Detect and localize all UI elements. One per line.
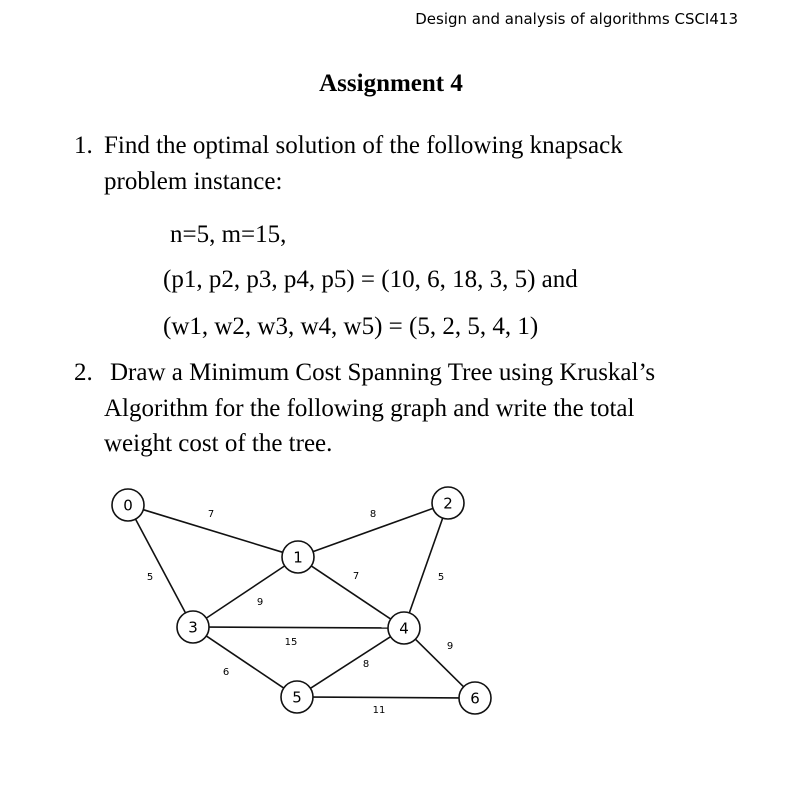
node-label-3: 3 [188,618,198,637]
node-label-1: 1 [293,548,303,567]
assignment-title: Assignment 4 [319,70,463,97]
node-label-0: 0 [123,496,133,515]
edge-weight-1-4: 7 [352,571,360,582]
edge-weight-1-3: 9 [256,597,264,608]
question-2-line-2: Algorithm for the following graph and write the total [104,395,635,422]
edge-weight-0-3: 5 [146,572,154,583]
question-2-line-3: weight cost of the tree. [104,430,333,457]
edge-weight-3-4: 15 [284,637,298,648]
edge-4-6 [415,639,463,687]
edge-weight-4-6: 9 [446,641,454,652]
edge-weight-4-5: 8 [362,659,370,670]
edge-1-4 [311,566,390,619]
edge-weight-3-5: 6 [222,667,230,678]
node-label-4: 4 [399,619,409,638]
edge-1-3 [206,566,284,618]
question-2-number: 2. [74,359,93,386]
question-2-line-1: Draw a Minimum Cost Spanning Tree using Kruskal’s [110,359,656,386]
knapsack-profits: (p1, p2, p3, p4, p5) = (10, 6, 18, 3, 5) and [163,266,578,293]
node-label-2: 2 [443,494,453,513]
edge-4-5 [310,637,390,689]
edge-3-5 [206,636,283,688]
knapsack-weights: (w1, w2, w3, w4, w5) = (5, 2, 5, 4, 1) [163,313,539,340]
edge-2-4 [409,518,445,613]
edge-5-6 [313,697,459,698]
node-label-5: 5 [292,688,302,707]
edge-weight-1-2: 8 [369,509,377,520]
node-label-6: 6 [470,689,480,708]
edge-3-4 [209,627,388,628]
edge-weight-2-4: 5 [437,572,445,583]
question-1-line-2: problem instance: [104,168,283,195]
question-1-line-1: Find the optimal solution of the following knapsack [104,132,623,159]
edge-weight-0-1: 7 [207,509,215,520]
knapsack-n-m: n=5, m=15, [170,221,287,248]
edge-0-3 [136,519,186,613]
question-1-number: 1. [74,132,93,159]
document-header: Design and analysis of algorithms CSCI413 [415,10,738,28]
edge-weight-5-6: 11 [372,705,386,716]
